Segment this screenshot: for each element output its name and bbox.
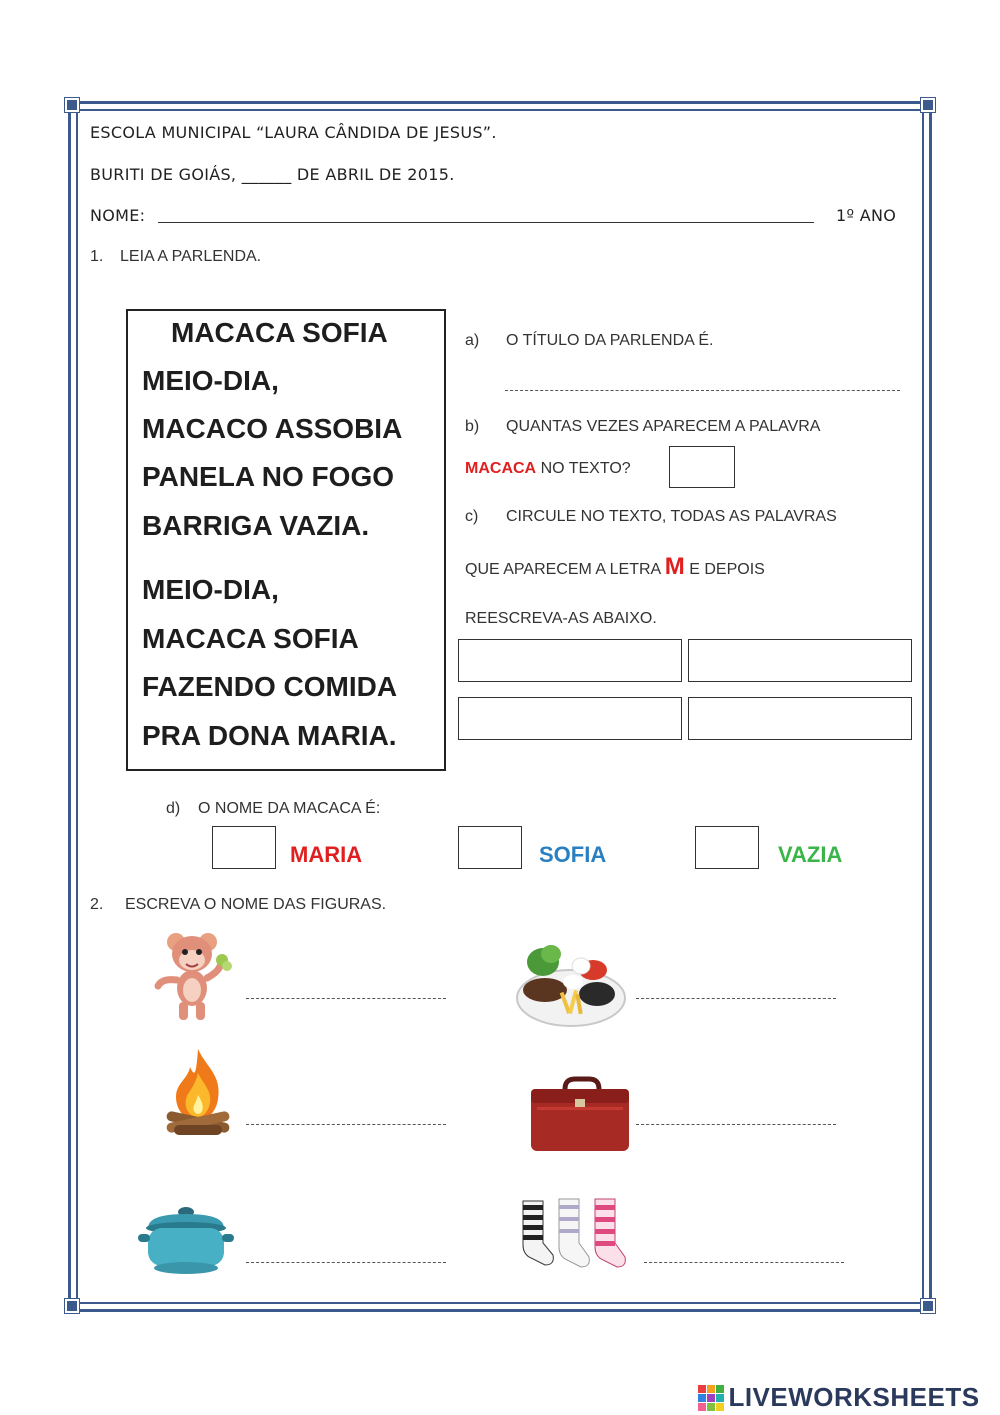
- poem-line[interactable]: BARRIGA VAZIA.: [142, 510, 370, 541]
- qc-letter-m: M: [664, 553, 685, 580]
- qc-label: c): [465, 508, 479, 525]
- qd-checkbox-sofia[interactable]: [458, 826, 522, 869]
- qc-answer-box[interactable]: [688, 639, 912, 682]
- picture-answer-line[interactable]: [636, 998, 836, 999]
- qc-text2: QUE APARECEM A LETRA: [465, 561, 661, 578]
- qc-text: CIRCULE NO TEXTO, TODAS AS PALAVRAS: [506, 508, 837, 525]
- qd-label: d): [166, 800, 181, 817]
- poem-line[interactable]: MACACA SOFIA: [142, 623, 359, 654]
- qd-text: O NOME DA MACACA É:: [198, 800, 381, 817]
- socks-icon: [515, 1195, 633, 1275]
- liveworksheets-logo: [698, 1382, 980, 1413]
- date-prefix: BURITI DE GOIÁS,: [90, 165, 237, 184]
- q1-number: 1.: [90, 248, 104, 265]
- qb-line2: [465, 460, 631, 478]
- q1-instruction: LEIA A PARLENDA.: [120, 248, 262, 265]
- qc-text4: REESCREVA-AS ABAIXO.: [465, 610, 657, 627]
- q2-number: 2.: [90, 896, 104, 913]
- poem-line[interactable]: PANELA NO FOGO: [142, 461, 394, 492]
- qa-text: O TÍTULO DA PARLENDA É.: [506, 332, 714, 349]
- picture-answer-line[interactable]: [246, 1124, 446, 1125]
- frame-corner: [921, 98, 935, 112]
- qc-text3: E DEPOIS: [689, 561, 765, 578]
- date-blank[interactable]: ______: [241, 165, 292, 184]
- qd-option-sofia: SOFIA: [539, 842, 607, 867]
- poem-line[interactable]: MEIO-DIA,: [142, 574, 279, 605]
- q2-instruction: ESCREVA O NOME DAS FIGURAS.: [125, 896, 387, 913]
- name-label: NOME:: [90, 206, 146, 225]
- poem-line[interactable]: FAZENDO COMIDA: [142, 671, 398, 702]
- picture-answer-line[interactable]: [246, 998, 446, 999]
- poem-line[interactable]: MEIO-DIA,: [142, 365, 279, 396]
- name-input-line[interactable]: [158, 222, 814, 223]
- frame-corner: [65, 98, 79, 112]
- frame-corner: [921, 1299, 935, 1313]
- qa-answer-line[interactable]: [505, 390, 900, 391]
- qb-label: b): [465, 418, 480, 435]
- school-name: ESCOLA MUNICIPAL “LAURA CÂNDIDA DE JESUS”.: [90, 123, 497, 142]
- poem-title[interactable]: MACACA SOFIA: [171, 317, 388, 348]
- date-line: [90, 165, 455, 184]
- frame-corner: [65, 1299, 79, 1313]
- qb-text2: NO TEXTO?: [540, 460, 631, 477]
- qc-answer-box[interactable]: [688, 697, 912, 740]
- picture-answer-line[interactable]: [644, 1262, 844, 1263]
- picture-answer-line[interactable]: [636, 1124, 836, 1125]
- bag-icon: [527, 1075, 633, 1155]
- food-plate-icon: [515, 940, 627, 1030]
- qc-answer-box[interactable]: [458, 639, 682, 682]
- date-suffix: DE ABRIL DE 2015.: [296, 165, 455, 184]
- monkey-icon: [152, 928, 232, 1023]
- picture-answer-line[interactable]: [246, 1262, 446, 1263]
- liveworksheets-logo-icon: [698, 1385, 724, 1411]
- qa-label: a): [465, 332, 480, 349]
- liveworksheets-logo-text: LIVEWORKSHEETS: [728, 1382, 980, 1412]
- qd-checkbox-maria[interactable]: [212, 826, 276, 869]
- qb-answer-box[interactable]: [669, 446, 735, 488]
- qb-text: QUANTAS VEZES APARECEM A PALAVRA: [506, 418, 821, 435]
- qb-word-macaca: MACACA: [465, 460, 537, 477]
- grade-label: 1º ANO: [836, 206, 897, 225]
- qc-answer-box[interactable]: [458, 697, 682, 740]
- qc-line2: [465, 553, 765, 581]
- pot-icon: [136, 1200, 236, 1278]
- qd-option-vazia: VAZIA: [778, 842, 843, 867]
- fire-icon: [160, 1045, 235, 1140]
- qd-checkbox-vazia[interactable]: [695, 826, 759, 869]
- qd-option-maria: MARIA: [290, 842, 363, 867]
- poem-line[interactable]: PRA DONA MARIA.: [142, 720, 397, 751]
- poem-line[interactable]: MACACO ASSOBIA: [142, 413, 403, 444]
